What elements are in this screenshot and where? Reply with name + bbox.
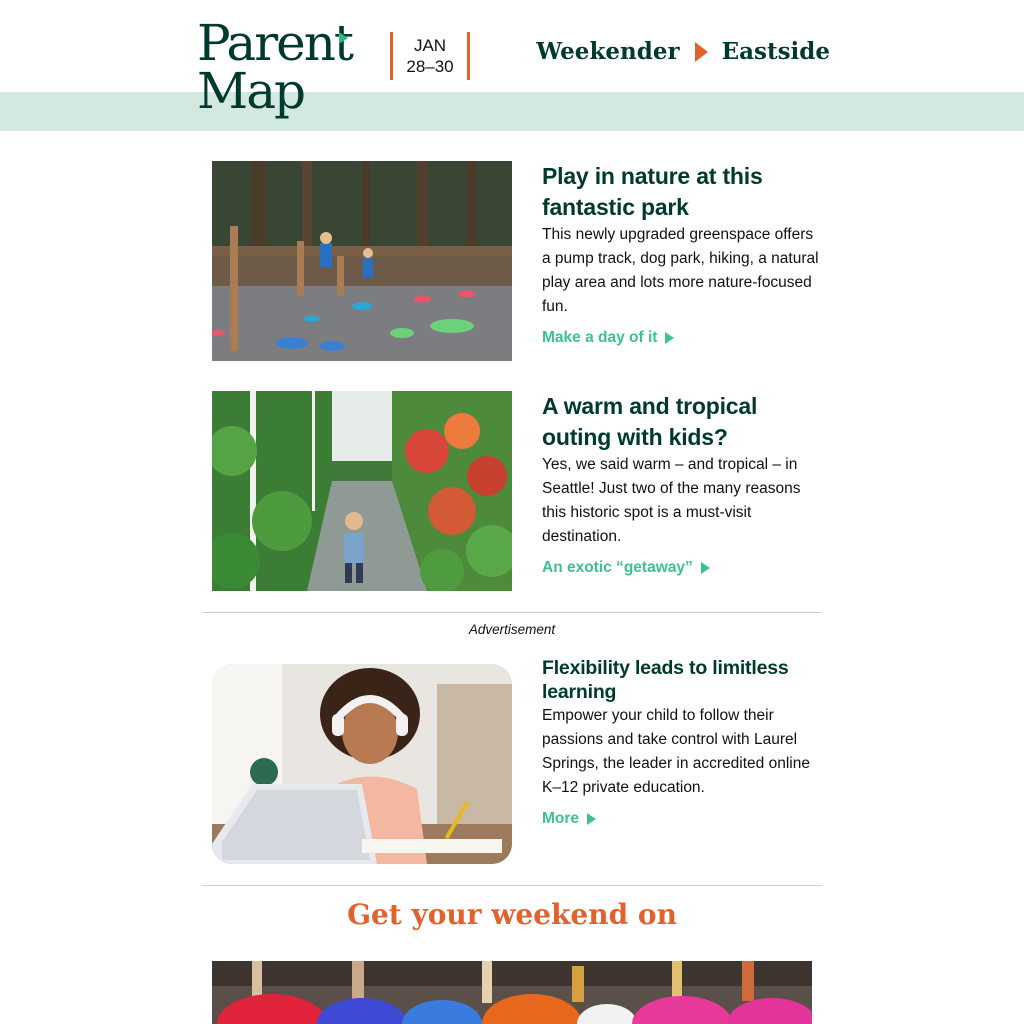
region-name: Eastside xyxy=(721,38,830,65)
section-title: Get your weekend on xyxy=(347,898,677,931)
ad-title[interactable]: Flexibility leads to limitless learning xyxy=(542,657,789,703)
make-a-day-link[interactable] xyxy=(542,329,674,347)
advertisement-label: Advertisement xyxy=(468,622,556,637)
logo-line-2: Map xyxy=(197,62,305,120)
divider xyxy=(202,885,822,886)
park-photo[interactable] xyxy=(212,161,512,361)
triangle-right-icon xyxy=(695,42,708,62)
logo-line-1: Parent xyxy=(197,14,352,72)
more-link[interactable] xyxy=(542,810,596,828)
date-badge xyxy=(390,32,470,80)
link-label: An exotic “getaway” xyxy=(542,559,693,576)
link-label: More xyxy=(542,810,580,827)
conservatory-photo[interactable] xyxy=(212,391,512,591)
article-title[interactable]: A warm and tropical outing with kids? xyxy=(542,393,758,450)
header-band xyxy=(0,92,1024,131)
newsletter-name: Weekender xyxy=(536,38,680,65)
student-photo[interactable] xyxy=(212,664,512,864)
play-arrow-icon xyxy=(665,332,674,344)
lion-dance-photo[interactable] xyxy=(212,961,812,1024)
logo-triangle-icon xyxy=(339,32,348,44)
date-range: 28–30 xyxy=(406,57,454,76)
article-body: Yes, we said warm – and tropical – in Seattle! Just two of the many reasons this historic spot is a must-visit destination. xyxy=(542,456,801,545)
newsletter-title xyxy=(536,38,830,65)
ad-body: Empower your child to follow their passions and take control with Laurel Springs, the leader in accredited online K–12 private education. xyxy=(542,707,810,796)
article-title[interactable]: Play in nature at this fantastic park xyxy=(542,163,763,220)
article-body: This newly upgraded greenspace offers a pump track, dog park, hiking, a natural play area and lots more nature-focused fun. xyxy=(542,226,819,315)
link-label: Make a day of it xyxy=(542,329,658,346)
divider xyxy=(202,612,822,613)
exotic-getaway-link[interactable] xyxy=(542,559,710,577)
parentmap-logo[interactable] xyxy=(197,16,357,120)
date-month: JAN xyxy=(413,36,447,55)
play-arrow-icon xyxy=(701,562,710,574)
play-arrow-icon xyxy=(587,813,596,825)
